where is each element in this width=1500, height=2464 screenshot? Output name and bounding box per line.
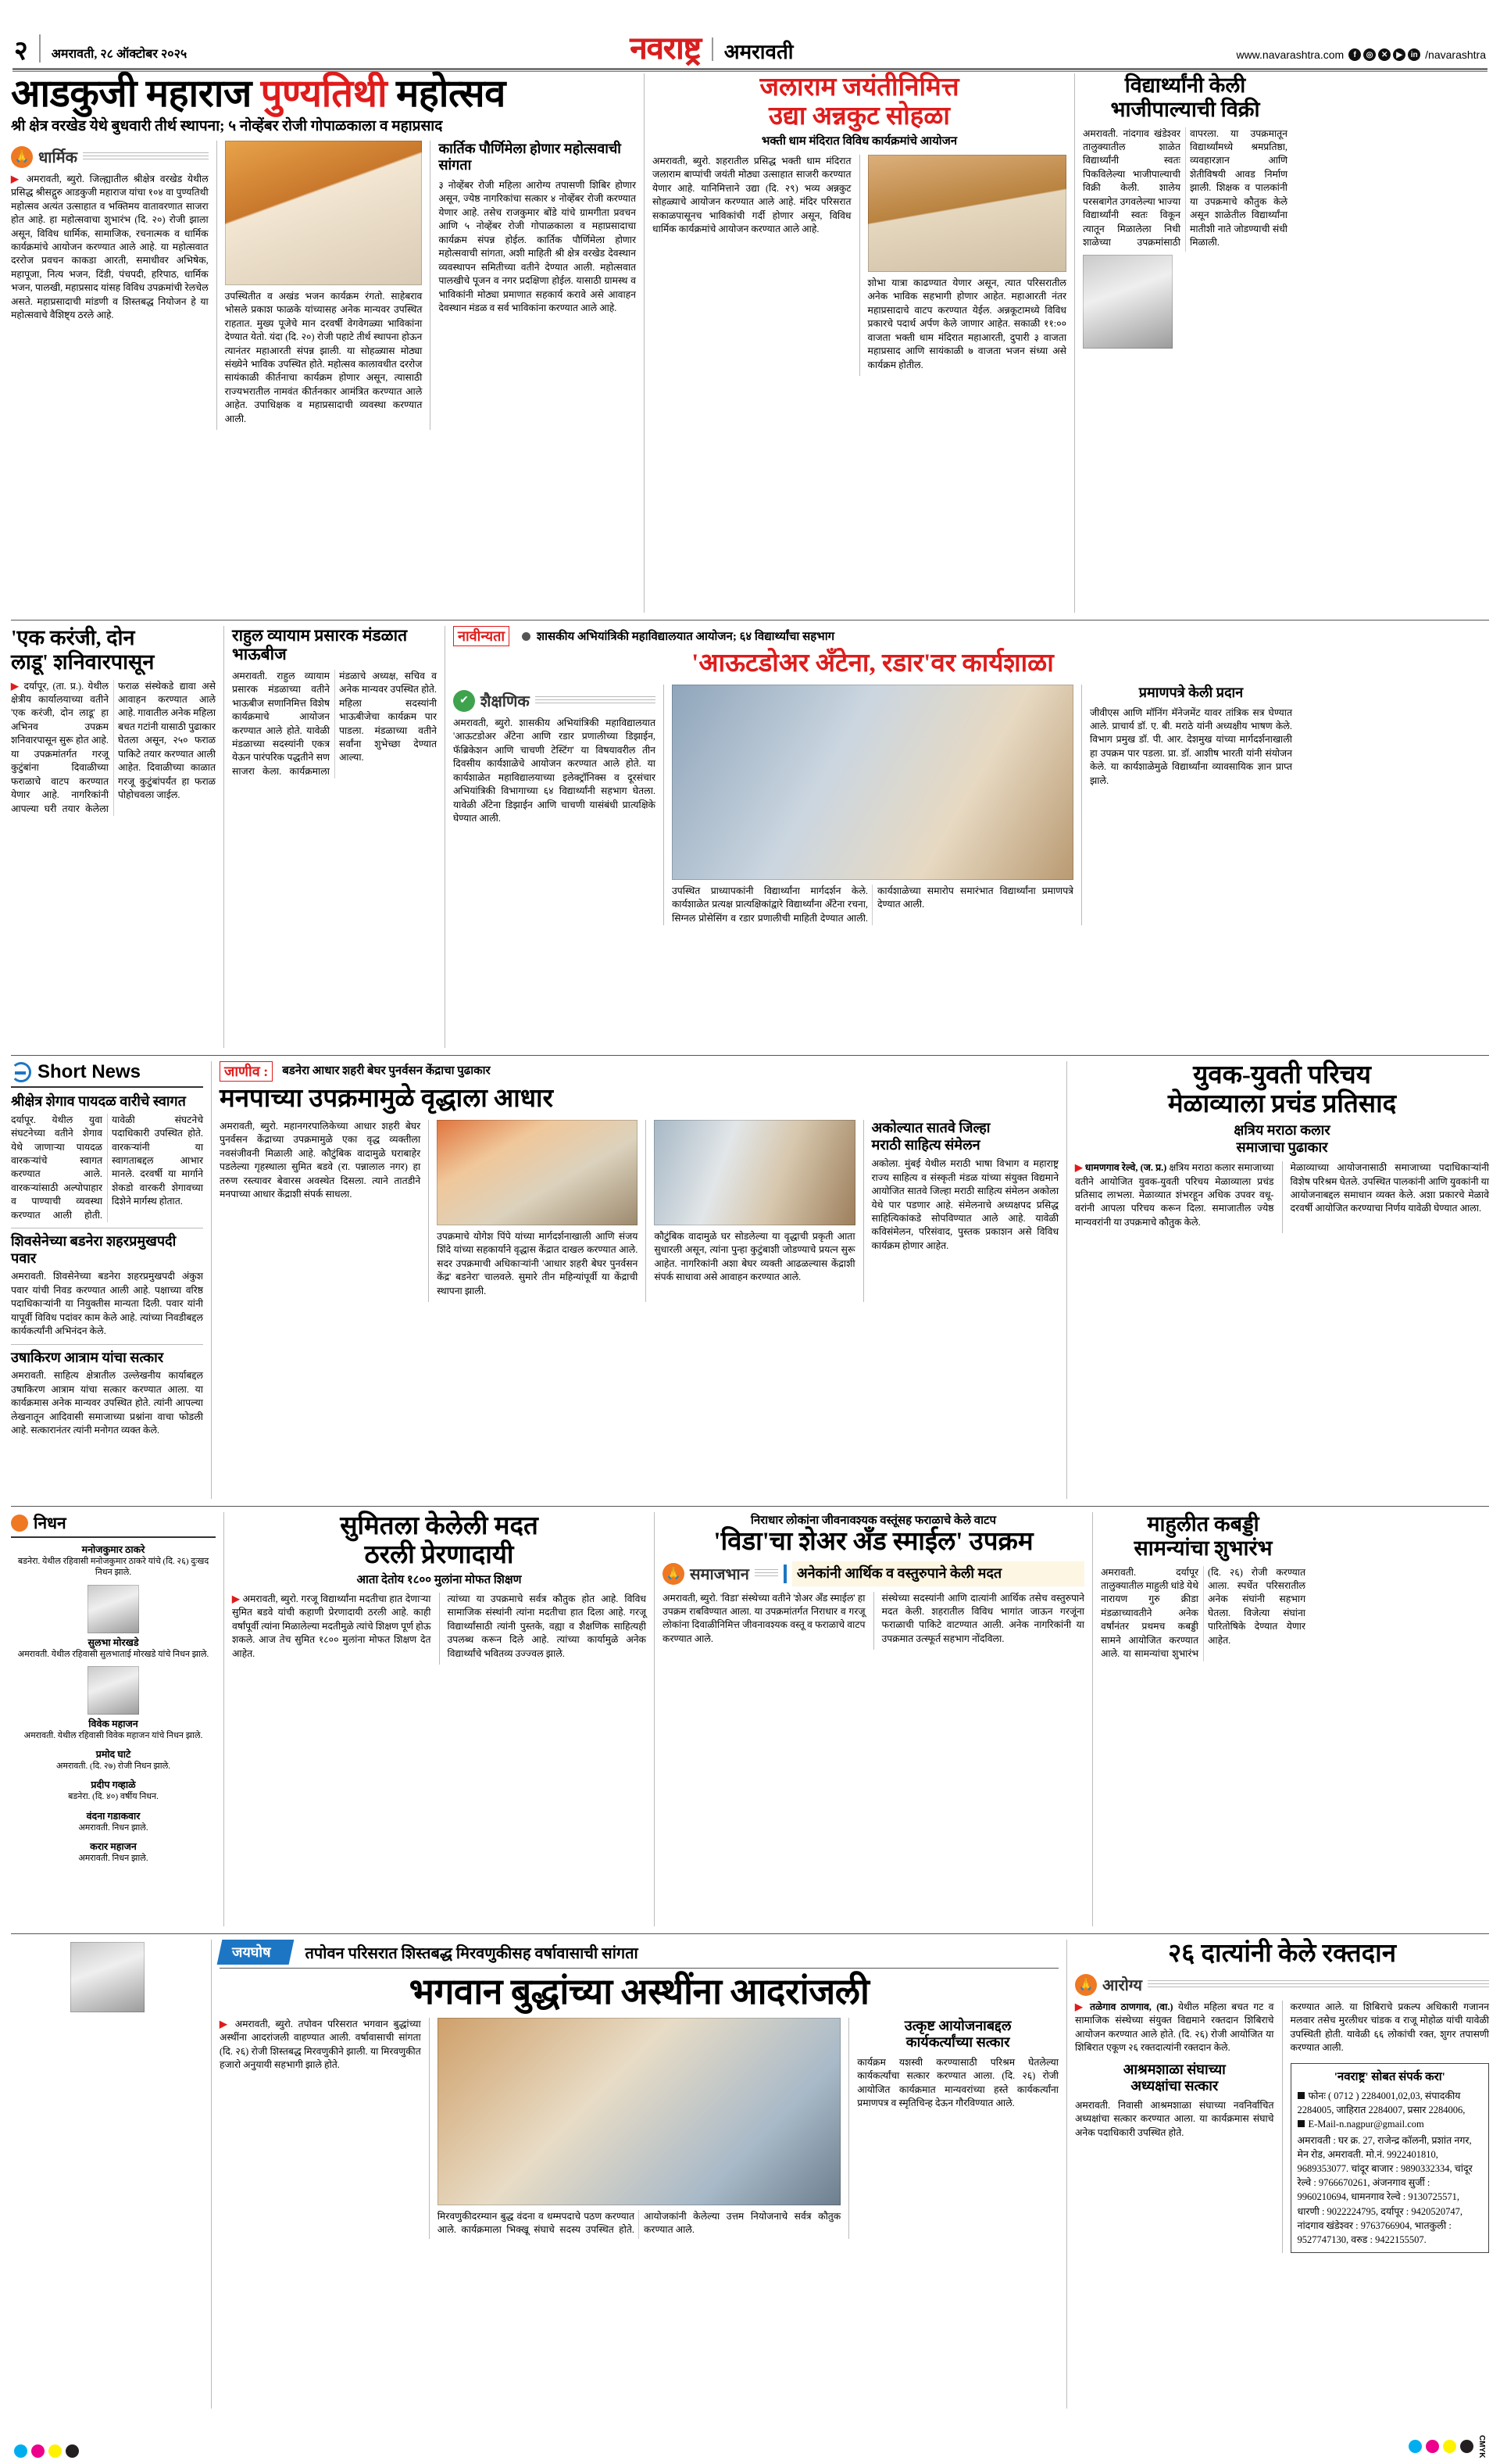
ashram-body bbox=[1075, 2099, 1274, 2140]
bullet-dot-icon bbox=[522, 632, 530, 641]
obituary-detail: अमरावती. निधन झाले. bbox=[78, 1822, 148, 1833]
fourth-section bbox=[11, 1512, 1489, 1926]
youth-meet-body-left: ▶ धामणगाव रेल्वे, (ज. प्र.) क्षत्रिय मराठा कलार समाजाच्या वतीने आयोजित युवक-युवती परिचय मेळाव्याला प्रचंड प्रतिसाद लाभला. मेळाव्यात शंभरहून अधिक उपवर वधू-वरांनी आपला परिचय करून दिला. समाजातील ज्येष्ठ मान्यवरांनी या उपक्रमाचे कौतुक केले. bbox=[1075, 1162, 1274, 1228]
karanji-headline-line2: लाडू' शनिवारपासून bbox=[11, 649, 155, 674]
contact-phone-text[interactable]: फोनः ( 0712 ) 2284001,02,03, संपादकीय 2284005, जाहिरात 2284007, प्रसार 2284006, bbox=[1297, 2090, 1466, 2115]
kabaddi-headline-line2: सामन्यांचा शुभारंभ bbox=[1134, 1536, 1273, 1560]
jalaram-body-col1 bbox=[652, 155, 852, 237]
youth-meet-body-right-text: मेळाव्याच्या आयोजनासाठी समाजाच्या पदाधिकाऱ्यांनी विशेष परिश्रम घेतले. उपस्थित पालकांनी आणि युवकांनी या आयोजनाबद्दल समाधान व्यक्त केले. अशा प्रकारचे मेळावे दरवर्षी आयोजित करण्याचा निर्णय यावेळी घेण्यात आला. bbox=[1290, 1162, 1489, 1214]
akola-body-text: अकोला. मुंबई येथील मराठी भाषा विभाग व महाराष्ट्र राज्य साहित्य व संस्कृती मंडळ यांच्या संयुक्त विद्यमाने आयोजित सातवे जिल्हा मराठी साहित्य संमेलन अकोला येथे पार पडणार आहे. संमेलनाचे अध्यक्षपद प्रसिद्ध साहित्यिकांकडे सोपविण्यात आले आहे. यावेळी कविसंमेलन, परिसंवाद, पुस्तक प्रकाशन असे विविध कार्यक्रम होणार आहेत. bbox=[871, 1158, 1059, 1251]
akola-body bbox=[872, 1157, 1059, 1253]
obituary-header bbox=[11, 1512, 216, 1538]
lead-body-col3 bbox=[438, 179, 636, 316]
karanji-body: ▶ दर्यापूर, (ता. प्र.). येथील क्षेत्रीय कार्यालयाच्या वतीने 'एक करंजी, दोन लाडू' हा अभिनव उपक्रम शनिवारपासून सुरू होत आहे. या उपक्रमांतर्गत गरजू कुटुंबांना दिवाळीच्या फराळाचे वाटप करण्यात येणार आहे. नागरिकांनी आपल्या घरी तयार केलेला फराळ संस्थेकडे द्यावा असे आवाहन करण्यात आले आहे. गावातील अनेक महिला बचत गटांनी यासाठी पुढाकार घेतला असून, २५० फराळ पाकिटे तयार करण्यात आली आहेत. दिवाळीच्या काळात गरजू कुटुंबांपर्यंत हा फराळ पोहोचवला जाईल. bbox=[11, 680, 216, 814]
elderly-body-mid-text: उपक्रमाचे योगेश पिंपे यांच्या मार्गदर्शनाखाली आणि संजय शिंदे यांच्या सहकार्याने वृद्धास केंद्रात दाखल करण्यात आले. सदर उपक्रमाची अधिकाऱ्यांनी 'आधार शहरी बेघर पुनर्वसन केंद्र' बडनेरा' चालवले. सुमारे तीन महिन्यांपूर्वी या केंद्राची स्थापना झाली. bbox=[437, 1230, 638, 1296]
vida-sub-tint: अनेकांनी आर्थिक व वस्तुरुपाने केली मदत bbox=[792, 1561, 1084, 1586]
akola-headline-line2: मराठी साहित्य संमेलन bbox=[871, 1136, 980, 1153]
category-label-social: समाजभान bbox=[690, 1566, 749, 1584]
column-separator bbox=[644, 73, 645, 613]
awareness-tag: जाणीव : bbox=[220, 1061, 273, 1082]
buddha-photo-procession bbox=[438, 2018, 841, 2205]
vida-headline: 'विडा'चा शेअर अँड स्माईल' उपक्रम bbox=[713, 1528, 1034, 1556]
obituary-name: प्रमोद घाटे bbox=[95, 1749, 131, 1761]
karanji-headline bbox=[11, 626, 216, 674]
youth-meet-byline: धामणगाव रेल्वे, (ज. प्र.) bbox=[1084, 1162, 1167, 1174]
ashram-subhead-line1: आश्रमशाळा संघाच्या bbox=[1123, 2061, 1226, 2077]
obituary-name: विवेक महाजन bbox=[88, 1718, 138, 1729]
jalaram-photo bbox=[868, 155, 1067, 272]
edition-name: अमरावती bbox=[723, 41, 794, 63]
vida-body-left bbox=[662, 1592, 866, 1647]
column-separator-6 bbox=[1066, 1061, 1067, 1499]
workshop-body-left bbox=[453, 717, 655, 826]
column-separator-3 bbox=[223, 626, 224, 1048]
bottom-section bbox=[11, 1940, 1489, 2409]
obituary-entry bbox=[11, 1666, 216, 1741]
obituary-name: करार महाजन bbox=[90, 1841, 137, 1853]
cmyk-marks-left bbox=[14, 2444, 79, 2458]
masthead-left bbox=[14, 34, 187, 64]
buddha-body-left-text: अमरावती, ब्युरो. तपोवन परिसरात भगवान बुद्धांच्या अस्थींना आदरांजली वाहण्यात आली. वर्षावासाची सांगता (दि. २६) रोजी शिस्तबद्ध मिरवणुकीने झाली. या मिरवणुकीत हजारो अनुयायी सहभागी झाले होते. bbox=[220, 2018, 421, 2071]
student-veg-photo bbox=[1083, 255, 1173, 349]
student-veg-story bbox=[1083, 73, 1288, 613]
black-dot-icon bbox=[66, 2444, 79, 2458]
youth-meet-subhead-line2: समाजाचा पुढाकार bbox=[1236, 1139, 1328, 1155]
lead-body-col1: ▶ अमरावती, ब्युरो. जिल्ह्यातील श्रीक्षेत्र वरखेड येथील प्रसिद्ध श्रीसद्गुरु आडकुजी महाराज यांचा १०४ वा पुण्यतिथी महोत्सव अत्यंत उत्साहात व भक्तिमय वातावरणात साजरा होत आहे. हा महोत्सवाचा शुभारंभ (दि. २०) रोजी झाला असून, विविध धार्मिक, सामाजिक, रचनात्मक व धार्मिक कार्यक्रमांचे आयोजन करण्यात आले आहे. या महोत्सवात दररोज प्रवचन काकडा आरती, समाधीवर अभिषेक, महापूजा, नित्य भजन, दिंडी, पंचपदी, हरिपाठ, धार्मिक भजन, पालखी, महाप्रसाद यांसह विविध उपक्रमांची रेलचेल असते. महाप्रसादाची मांडणी व शिस्तबद्ध नियोजन हे या महोत्सवाचे वैशिष्ट्य ठरले आहे. bbox=[11, 173, 209, 321]
masthead-right bbox=[1236, 48, 1486, 64]
youth-meet-headline-line2: मेळाव्याला प्रचंड प्रतिसाद bbox=[1167, 1089, 1397, 1118]
vida-body-right bbox=[882, 1592, 1085, 1647]
vida-kicker: निराधार लोकांना जीवनावश्यक वस्तूंसह फराळाचे केले वाटप bbox=[750, 1515, 997, 1527]
obituary-detail: अमरावती. येथील रहिवासी सुलभाताई मोरखडे यांचे निधन झाले. bbox=[17, 1649, 209, 1659]
sumit-story bbox=[232, 1512, 646, 1926]
sumit-headline-line1: सुमितला केलेली मदत bbox=[340, 1512, 538, 1540]
workshop-headline: 'आऊटडोअर अँटेना, रडार'वर कार्यशाळा bbox=[691, 649, 1054, 678]
blood-body-left: ▶ तळेगाव ठाणगाव, (वा.) येथील महिला बचत गट व सामाजिक संस्थेच्या संयुक्त विद्यमाने रक्तदान शिबिराचे आयोजन करण्यात आले होते. (दि. २६) रोजी आयोजित या शिबिरात एकूण २६ रक्तदात्यांनी रक्तदान केले. bbox=[1075, 2001, 1274, 2054]
workshop-body-mid bbox=[672, 885, 1073, 925]
category-health bbox=[1075, 1974, 1489, 1996]
category-religious bbox=[11, 146, 209, 168]
youtube-icon[interactable]: ▶ bbox=[1393, 48, 1405, 61]
decorative-lines-4 bbox=[1148, 1980, 1489, 1990]
contact-address-block: अमरावती : घर क्र. 27, राजेन्द्र कॉलनी, प्रशांत नगर, मेन रोड, अमरावती. मो.नं. 9922401810, 9689353077. चांदूर बाजार : 9890332334, चांदूर रेल्वे : 9766670261, अंजनगाव सुर्जी : 9960210694, धामनगाव रेल्वे : 9130725571, धारणी : 9022224795, दर्यापूर : 9420520747, नांदगाव खंडेश्वर : 9763766904, भातकुली : 9527747130, वरुड : 9422155507. bbox=[1297, 2134, 1473, 2245]
rahul-vyayam-story bbox=[232, 626, 437, 1048]
youth-meet-body-left-text: क्षत्रिय मराठा कलार समाजाच्या वतीने आयोजित युवक-युवती परिचय मेळाव्याला प्रचंड प्रतिसाद लाभला. मेळाव्यात शंभरहून अधिक उपवर वधू-वरांनी आपला परिचय करून दिला. समाजातील ज्येष्ठ मान्यवरांनी या उपक्रमाचे कौतुक केले. bbox=[1075, 1162, 1274, 1228]
elderly-photo-1 bbox=[437, 1120, 638, 1225]
short-news-header bbox=[11, 1061, 203, 1088]
cmyk-label: CMYK bbox=[1477, 2434, 1486, 2458]
akola-headline-line1: अकोल्यात सातवे जिल्हा bbox=[871, 1119, 991, 1135]
lead-headline-part1: आडकुजी महाराज bbox=[11, 72, 261, 115]
buddha-subhead-line2: कार्यकर्त्यांच्या सत्कार bbox=[905, 2034, 1010, 2051]
section-rule-4 bbox=[11, 1933, 1489, 1934]
x-twitter-icon[interactable]: ✕ bbox=[1378, 48, 1391, 61]
short-news-item-3 bbox=[11, 1350, 203, 1438]
masthead-brand-group bbox=[187, 30, 1236, 66]
youth-meet-subhead-line1: क्षत्रिय मराठा कलार bbox=[1234, 1121, 1330, 1138]
third-section bbox=[11, 1061, 1489, 1499]
category-label-edu: शैक्षणिक bbox=[480, 693, 530, 711]
magenta-dot-icon bbox=[31, 2444, 45, 2458]
obituary-detail: अमरावती. (दि. २७) रोजी निधन झाले. bbox=[55, 1761, 171, 1772]
elderly-body-left-text: अमरावती, ब्युरो. महानगरपालिकेच्या आधार शहरी बेघर पुनर्वसन केंद्राच्या उपक्रमामुळे एका वृद्ध व्यक्तीला नवसंजीवनी मिळाली आहे. कौटुंबिक वादामुळे घराबाहेर पडलेल्या गृहस्थाला सुमित बडवे (रा. पन्नालाल नगर) हा तरुण रस्त्यावर बेवारस अवस्थेत दिसला. त्याने तातडीने मनपाच्या आधार केंद्राशी संपर्क साधला. bbox=[220, 1120, 421, 1200]
second-section bbox=[11, 626, 1489, 1048]
sumit-body-left: ▶ अमरावती, ब्युरो. गरजू विद्यार्थ्यांना मदतीचा हात देणाऱ्या सुमित बडवे यांची कहाणी प्रेरणादायी ठरली आहे. काही वर्षांपूर्वी त्यांना मिळालेल्या मदतीमुळे त्यांचे शिक्षण पूर्ण होऊ शकले. आज तेच सुमित १८०० मुलांना मोफत शिक्षण देत आहेत. bbox=[232, 1593, 431, 1659]
obituary-column-bottom bbox=[11, 1940, 203, 2409]
blood-donation-headline: २६ दात्यांनी केले रक्तदान bbox=[1167, 1940, 1397, 1968]
lamp-icon bbox=[11, 1515, 28, 1532]
ashram-subhead bbox=[1075, 2062, 1274, 2095]
obituary-portrait bbox=[88, 1585, 139, 1633]
obituary-column bbox=[11, 1512, 216, 1926]
obituary-name: सुलभा मोरखडे bbox=[88, 1636, 139, 1648]
obituary-detail: बडनेरा. येथील रहिवासी मनोजकुमार ठाकरे यांचे (दि. २६) दुःखद निधन झाले. bbox=[17, 1557, 209, 1578]
jayghosh-tag bbox=[217, 1940, 294, 1965]
kabaddi-body bbox=[1101, 1566, 1305, 1661]
workshop-body-mid-text: उपस्थित प्राध्यापकांनी विद्यार्थ्यांना मार्गदर्शन केले. कार्यशाळेत प्रत्यक्ष प्रात्यक्षिकांद्वारे विद्यार्थ्यांना अँटेना रचना, सिग्नल प्रोसेसिंग व रडार प्रणालीची माहिती देण्यात आली. कार्यशाळेच्या समारोप समारंभात विद्यार्थ्यांना प्रमाणपत्रे देण्यात आली. bbox=[671, 885, 1073, 924]
short-news-body-3: अमरावती. साहित्य क्षेत्रातील उल्लेखनीय कार्याबद्दल उषाकिरण आत्राम यांचा सत्कार करण्यात आला. या कार्यक्रमास अनेक मान्यवर उपस्थित होते. त्यांनी आपल्या लेखनातून आदिवासी समाजाच्या प्रश्नांना वाचा फोडली आहे. सत्कारानंतर त्यांनी मनोगत व्यक्त केले. bbox=[11, 1370, 203, 1436]
workshop-subhead-right: प्रमाणपत्रे केली प्रदान bbox=[1138, 684, 1244, 700]
masthead bbox=[11, 8, 1489, 64]
decorative-lines bbox=[83, 152, 209, 162]
obituary-entry bbox=[11, 1840, 216, 1864]
elderly-body-mid bbox=[437, 1230, 638, 1298]
short-news-column bbox=[11, 1061, 203, 1499]
karanji-story bbox=[11, 626, 216, 1048]
ashram-subhead-line2: अध्यक्षांचा सत्कार bbox=[1130, 2078, 1219, 2094]
lead-caption: कार्तिक पौर्णिमेला होणार महोत्सवाची सांगता bbox=[438, 140, 621, 173]
brand-logo: नवराष्ट्र bbox=[630, 30, 701, 66]
rahul-vyayam-body-text: अमरावती. राहुल व्यायाम प्रसारक मंडळाच्या वतीने भाऊबीज सणानिमित्त विशेष कार्यक्रमाचे आयोजन करण्यात आले होते. यावेळी मंडळाच्या सदस्यांनी एकत्र येऊन पारंपरिक पद्धतीने सण साजरा केला. कार्यक्रमाला मंडळाचे अध्यक्ष, सचिव व अनेक मान्यवर उपस्थित होते. महिला सदस्यांनी भाऊबीजेचा कार्यक्रम पार पाडला. मंडळाच्या वतीने सर्वांना शुभेच्छा देण्यात आल्या. bbox=[232, 670, 437, 777]
student-veg-headline-line1: विद्यार्थ्यांनी केली bbox=[1124, 73, 1246, 97]
category-label-health: आरोग्य bbox=[1102, 1977, 1143, 1995]
buddha-body-sub-right-text: कार्यक्रम यशस्वी करण्यासाठी परिश्रम घेतलेल्या कार्यकर्त्यांचा सत्कार करण्यात आला. (दि. २६) रोजी आयोजित कार्यक्रमात मान्यवरांच्या हस्ते कार्यकर्त्यांना प्रमाणपत्र व स्मृतिचिन्ह देऊन गौरविण्यात आले. bbox=[857, 2056, 1059, 2109]
jalaram-headline-line1: जलाराम जयंतीनिमित्त bbox=[759, 73, 959, 102]
novelty-tag: नावीन्यता bbox=[453, 626, 509, 646]
buddha-story bbox=[220, 1940, 1059, 2409]
blood-byline: तळेगाव ठाणगाव, (वा.) bbox=[1090, 2001, 1173, 2012]
youth-meet-headline bbox=[1075, 1061, 1489, 1119]
workshop-kicker-row bbox=[453, 626, 1292, 646]
obituary-detail: बडनेरा. (दि. ४०) वर्षीय निधन. bbox=[68, 1792, 159, 1802]
lead-story bbox=[11, 73, 636, 613]
namaste-icon bbox=[11, 146, 33, 168]
category-label: धार्मिक bbox=[38, 149, 77, 167]
facebook-icon[interactable]: f bbox=[1348, 48, 1361, 61]
column-separator-2 bbox=[1074, 73, 1075, 613]
social-icons bbox=[1348, 48, 1420, 61]
magenta-dot-icon-2 bbox=[1426, 2440, 1439, 2453]
short-news-headline-1: श्रीक्षेत्र शेगाव पायदळ वारीचे स्वागत bbox=[11, 1093, 186, 1109]
lead-headline-highlight: पुण्यतिथी bbox=[260, 72, 388, 115]
jalaram-headline-line2: उद्या अन्नकुट सोहळा bbox=[769, 102, 950, 131]
workshop-kicker: शासकीय अभियांत्रिकी महाविद्यालयात आयोजन; ६४ विद्यार्थ्यांचा सहभाग bbox=[537, 631, 835, 643]
sumit-headline-line2: ठरली प्रेरणादायी bbox=[364, 1540, 514, 1569]
lead-body-col1-text: अमरावती, ब्युरो. जिल्ह्यातील श्रीक्षेत्र वरखेड येथील प्रसिद्ध श्रीसद्गुरु आडकुजी महाराज यांचा १०४ वा पुण्यतिथी महोत्सव अत्यंत उत्साहात व भक्तिमय वातावरणात साजरा होत आहे. हा महोत्सवाचा शुभारंभ (दि. २०) रोजी झाला असून, विविध धार्मिक, सामाजिक, रचनात्मक व धार्मिक कार्यक्रमांचे आयोजन करण्यात आले आहे. या महोत्सवात दररोज प्रवचन काकडा आरती, समाधीवर अभिषेक, महापूजा, नित्य भजन, दिंडी, पंचपदी, हरिपाठ, धार्मिक भजन, पालखी, महाप्रसाद यांसह विविध उपक्रमांची रेलचेल असते. महाप्रसादाची मांडणी व शिस्तबद्ध नियोजन हे या महोत्सवाचे वैशिष्ट्य ठरले आहे. bbox=[11, 173, 209, 321]
jalaram-headline bbox=[652, 73, 1066, 131]
decorative-lines-3 bbox=[755, 1569, 778, 1579]
rahul-vyayam-body bbox=[232, 670, 437, 779]
jalaram-body-col1-text: अमरावती, ब्युरो. शहरातील प्रसिद्ध भक्ती धाम मंदिरात जलाराम बाप्पांची जयंती मोठ्या उत्साहात साजरी करण्यात येणार आहे. यानिमित्ताने उद्या (दि. २९) भव्य अन्नकुट सोहळ्याचे आयोजन करण्यात आले आहे. मंदिर परिसरात सकाळपासूनच भाविकांची गर्दी होणार असून, विविध धार्मिक कार्यक्रमांचे आयोजन करण्यात आले आहे. bbox=[652, 155, 852, 235]
sumit-body-left-text: अमरावती, ब्युरो. गरजू विद्यार्थ्यांना मदतीचा हात देणाऱ्या सुमित बडवे यांची कहाणी प्रेरणादायी ठरली आहे. काही वर्षांपूर्वी त्यांना मिळालेल्या मदतीमुळे त्यांचे शिक्षण पूर्ण होऊ शकले. आज तेच सुमित १८०० मुलांना मोफत शिक्षण देत आहेत. bbox=[232, 1593, 431, 1659]
ashram-body-text: अमरावती. निवासी आश्रमशाळा संघाच्या नवनिर्वाचित अध्यक्षांचा सत्कार करण्यात आला. या कार्यक्रमास संघाचे अनेक पदाधिकारी उपस्थित होते. bbox=[1075, 2099, 1274, 2138]
category-educational bbox=[453, 690, 655, 712]
lead-photo-saint bbox=[225, 141, 423, 285]
namaste-icon-2: 🙏 bbox=[662, 1563, 684, 1585]
obituary-title: निधन bbox=[34, 1514, 66, 1532]
elderly-headline: मनपाच्या उपक्रमामुळे वृद्धाला आधार bbox=[220, 1085, 554, 1113]
buddha-headline: भगवान बुद्धांच्या अस्थींना आदरांजली bbox=[409, 1972, 870, 2012]
youth-meet-story bbox=[1075, 1061, 1489, 1499]
sumit-body-right-text: त्यांच्या या उपक्रमाचे सर्वत्र कौतुक होत आहे. विविध सामाजिक संस्थांनी त्यांना मदतीचा हात दिला आहे. गरजू विद्यार्थ्यांसाठी त्यांनी पुस्तके, वह्या व शैक्षणिक साहित्यही उपलब्ध करून दिले आहे. त्यांच्या कार्यामुळे अनेक विद्यार्थ्यांचे भवितव्य उज्ज्वल झाले. bbox=[447, 1593, 646, 1659]
youth-meet-subhead bbox=[1075, 1122, 1489, 1156]
blood-donation-story bbox=[1075, 1940, 1489, 2409]
contact-phone-line bbox=[1298, 2089, 1483, 2117]
obituary-entry bbox=[11, 1585, 216, 1660]
blood-body-right bbox=[1291, 2001, 1490, 2055]
column-separator-7 bbox=[223, 1512, 224, 1926]
vida-category-row bbox=[662, 1561, 1084, 1586]
short-news-title: Short News bbox=[38, 1061, 141, 1082]
elderly-body-right-text: कौटुंबिक वादामुळे घर सोडलेल्या या वृद्धाची प्रकृती आता सुधारली असून, त्यांना पुन्हा कुटुंबाशी जोडण्याचे प्रयत्न सुरू आहेत. नागरिकांनी अशा बेघर व्यक्ती आढळल्यास केंद्राशी संपर्क साधावा असे आवाहन करण्यात आले. bbox=[654, 1230, 855, 1283]
buddha-kicker: तपोवन परिसरात शिस्तबद्ध मिरवणुकीसह वर्षावासाची सांगता bbox=[305, 1944, 638, 1962]
youth-meet-body-right bbox=[1291, 1161, 1490, 1216]
yellow-dot-icon bbox=[48, 2444, 62, 2458]
obituary-name: मनोजकुमार ठाकरे bbox=[81, 1544, 145, 1555]
buddha-banner bbox=[220, 1940, 1059, 1969]
top-section bbox=[11, 73, 1489, 613]
vida-body-right-text: संस्थेच्या सदस्यांनी आणि दात्यांनी आर्थिक तसेच वस्तुरुपाने मदत केली. शहरातील विविध भागांत जाऊन गरजूंना फराळाची पाकिटे वाटण्यात आली. अनेक नागरिकांनी या उपक्रमात उत्स्फूर्त सहभाग नोंदविला. bbox=[881, 1592, 1084, 1644]
short-news-headline-3: उषाकिरण आत्राम यांचा सत्कार bbox=[11, 1349, 164, 1365]
student-veg-headline-line2: भाजीपाल्याची विक्री bbox=[1110, 97, 1260, 121]
obituary-name: वंदना गडाकवार bbox=[86, 1810, 141, 1822]
obituary-entry bbox=[11, 1809, 216, 1833]
buddha-body-left: ▶ अमरावती, ब्युरो. तपोवन परिसरात भगवान बुद्धांच्या अस्थींना आदरांजली वाहण्यात आली. वर्षावासाची सांगता (दि. २६) रोजी शिस्तबद्ध मिरवणुकीने झाली. या मिरवणुकीत हजारो अनुयायी सहभागी झाले होते. bbox=[220, 2018, 421, 2071]
obituary-entry bbox=[11, 1747, 216, 1772]
kabaddi-headline bbox=[1101, 1512, 1305, 1561]
elderly-support-story bbox=[220, 1061, 1059, 1499]
buddha-body-right-text: मिरवणुकीदरम्यान बुद्ध वंदना व धम्मपदाचे पठण करण्यात आले. कार्यक्रमाला भिक्खू संघाचे सदस्य उपस्थित होते. आयोजकांनी केलेल्या उत्तम नियोजनाचे सर्वत्र कौतुक करण्यात आले. bbox=[437, 2210, 841, 2236]
short-news-body-1: दर्यापूर. येथील युवा संघटनेच्या वतीने शेगाव येथे जाणाऱ्या पायदळ वारकऱ्यांचे स्वागत करण्यात आले. वारकऱ्यांसाठी अल्पोपाहार व पाण्याची व्यवस्था करण्यात आली होती. यावेळी संघटनेचे पदाधिकारी उपस्थित होते. वारकऱ्यांनी या स्वागताबद्दल आभार मानले. दरवर्षी या मार्गाने शेकडो वारकरी शेगावच्या दिशेने मार्गस्थ होतात. bbox=[11, 1114, 203, 1221]
obituary-portrait bbox=[70, 1942, 145, 2012]
instagram-icon[interactable]: ◎ bbox=[1363, 48, 1376, 61]
bullet-square-icon bbox=[1298, 2092, 1305, 2099]
workshop-body-right-text: जीवीएस आणि मॉनिंग मॅनेजमेंट यावर तांत्रिक सत्र घेण्यात आले. प्राचार्य डॉ. ए. बी. मराठे यांनी अध्यक्षीय भाषण केले. विभाग प्रमुख डॉ. पी. आर. देशमुख यांच्या मार्गदर्शनाखाली हा उपक्रम पार पडला. प्रा. डॉ. आशीष भारती यांनी संयोजन केले. या कार्यशाळेमुळे विद्यार्थ्यांना व्यावसायिक ज्ञान प्राप्त झाले. bbox=[1090, 706, 1292, 786]
elderly-kicker: बडनेरा आधार शहरी बेघर पुनर्वसन केंद्राचा पुढाकार bbox=[282, 1064, 491, 1078]
buddha-subhead-right bbox=[857, 2018, 1059, 2051]
obituary-list bbox=[11, 1543, 216, 1864]
blood-body-left-text: येथील महिला बचत गट व सामाजिक संस्थेच्या संयुक्त विद्यमाने रक्तदान शिबिराचे आयोजन करण्यात आले होते. (दि. २६) रोजी आयोजित या शिबिरात एकूण २६ रक्तदात्यांनी रक्तदान केले. bbox=[1075, 2001, 1274, 2054]
workshop-photo-group bbox=[672, 685, 1073, 880]
kabaddi-headline-line1: माहुलीत कबड्डी bbox=[1147, 1512, 1259, 1536]
elderly-photo-2 bbox=[654, 1120, 855, 1225]
column-separator-10 bbox=[211, 1940, 212, 2409]
page-number: २ bbox=[14, 36, 28, 66]
obituary-detail: अमरावती. निधन झाले. bbox=[78, 1854, 148, 1864]
jalaram-body-col2-text: शोभा यात्रा काढण्यात येणार असून, त्यात परिसरातील अनेक भाविक सहभागी होणार आहेत. महाआरती नंतर महाप्रसादाचे वाटप करण्यात येईल. अन्नकूटामध्ये विविध प्रकारचे पदार्थ अर्पण केले जाणार आहेत. सकाळी ११:०० वाजता भक्ती धाम मंदिरात महाआरती, दुपारी ३ वाजता महाप्रसाद आणि सायंकाळी ७ वाजता भजन संध्या असे कार्यक्रम होतील. bbox=[867, 277, 1066, 370]
cmyk-marks-right bbox=[1409, 2435, 1486, 2458]
kabaddi-body-text: अमरावती. दर्यापूर तालुक्यातील माहुली धांडे येथे नारायण गुरु क्रीडा मंडळाच्यावतीने अनेक वर्षांनंतर प्रथमच कबड्डी सामने आयोजित करण्यात आले. या सामन्यांचा शुभारंभ (दि. २६) रोजी करण्यात आला. स्पर्धेत परिसरातील अनेक संघांनी सहभाग घेतला. विजेत्या संघांना पारितोषिके देण्यात येणार आहेत. bbox=[1101, 1566, 1305, 1660]
student-veg-headline bbox=[1083, 73, 1288, 122]
sumit-body-right bbox=[448, 1593, 647, 1661]
website-url[interactable]: www.navarashtra.com bbox=[1236, 48, 1345, 61]
lead-body-col2 bbox=[225, 290, 423, 427]
short-news-body-2: अमरावती. शिवसेनेच्या बडनेरा शहरप्रमुखपदी अंकुश पवार यांची निवड करण्यात आली आहे. पक्षाच्या वरिष्ठ पदाधिकाऱ्यांनी या नियुक्तीस मान्यता दिली. पवार यांनी यापूर्वी विविध पदांवर काम केले आहे. त्यांच्या निवडीबद्दल कार्यकर्त्यांनी अभिनंदन केले. bbox=[11, 1271, 203, 1337]
short-news-item-2 bbox=[11, 1233, 203, 1338]
buddha-body-sub-right bbox=[857, 2056, 1059, 2111]
vida-story bbox=[662, 1512, 1084, 1926]
short-news-headline-2: शिवसेनेच्या बडनेरा शहरप्रमुखपदी पवार bbox=[11, 1233, 177, 1266]
elderly-body-right bbox=[654, 1230, 855, 1285]
lead-headline bbox=[11, 73, 636, 114]
column-separator-8 bbox=[654, 1512, 655, 1926]
karanji-body-text: दर्यापूर, (ता. प्र.). येथील क्षेत्रीय कार्यालयाच्या वतीने 'एक करंजी, दोन लाडू' हा अभिनव उपक्रम शनिवारपासून सुरू होत आहे. या उपक्रमांतर्गत गरजू कुटुंबांना दिवाळीच्या फराळाचे वाटप करण्यात येणार आहे. नागरिकांनी आपल्या घरी तयार केलेला फराळ संस्थेकडे द्यावा असे आवाहन करण्यात आले आहे. गावातील अनेक महिला बचत गटांनी यासाठी पुढाकार घेतला असून, २५० फराळ पाकिटे तयार करण्यात आली आहेत. दिवाळीच्या काळात गरजू कुटुंबांपर्यंत हा फराळ पोहोचवला जाईल. bbox=[11, 680, 216, 814]
contact-email-line bbox=[1298, 2117, 1483, 2131]
section-rule-2 bbox=[11, 1055, 1489, 1056]
column-separator-5 bbox=[211, 1061, 212, 1499]
obituary-portrait bbox=[88, 1666, 139, 1715]
short-news-divider-2 bbox=[11, 1344, 203, 1345]
obituary-name: प्रदीप गव्हाळे bbox=[91, 1779, 136, 1791]
brand-divider bbox=[712, 38, 713, 61]
jalaram-body-col2 bbox=[868, 277, 1067, 372]
sumit-subhead: आता देतोय १८०० मुलांना मोफत शिक्षण bbox=[356, 1573, 522, 1586]
section-rule-3 bbox=[11, 1506, 1489, 1507]
blood-body-right-text: करण्यात आले. या शिबिराचे प्रकल्प अधिकारी गजानन मलवार तसेच मुरलीधर चांडक व राजू मोहोळ यांची यावेळी उपस्थिती होती. यावेळी ६६ लोकांची रक्त, शुगर तपासणी करण्यात आली. bbox=[1290, 2001, 1489, 2054]
masthead-divider bbox=[39, 34, 41, 63]
vida-body-left-text: अमरावती, ब्युरो. 'विडा' संस्थेच्या वतीने 'शेअर अँड स्माईल' हा उपक्रम राबविण्यात आला. या उपक्रमांतर्गत निराधार व गरजू लोकांना दिवाळीनिमित्त जीवनावश्यक वस्तू व फराळाचे वाटप करण्यात आले. bbox=[662, 1592, 866, 1644]
youth-meet-headline-line1: युवक-युवती परिचय bbox=[1193, 1061, 1371, 1089]
jayghosh-tag-label: जयघोष bbox=[232, 1944, 271, 1960]
obituary-entry bbox=[11, 1778, 216, 1802]
health-icon bbox=[1075, 1974, 1097, 1996]
dateline: अमरावती, २८ ऑक्टोबर २०२५ bbox=[51, 48, 188, 61]
workshop-body-left-text: अमरावती, ब्युरो. शासकीय अभियांत्रिकी महाविद्यालयात 'आऊटडोअर अँटेना आणि रडार प्रणालीच्या डिझाईन, फॅब्रिकेशन आणि चाचणी टेस्टिंग' या विषयावरील तीन दिवसीय कार्यशाळेचे आयोजन करण्यात आले होते. या कार्यशाळेत महाविद्यालयाच्या इलेक्ट्रॉनिक्स व दूरसंचार अभियांत्रिकी विभागाच्या ६४ विद्यार्थ्यांनी सहभाग घेतला. यावेळी अँटेना डिझाईन आणि चाचणी यासंबंधी प्रात्यक्षिके घेण्यात आली. bbox=[453, 717, 655, 824]
decorative-lines-2 bbox=[535, 696, 655, 706]
lead-subhead: श्री क्षेत्र वरखेड येथे बुधवारी तीर्थ स्थापना; ५ नोव्हेंबर रोजी गोपाळकाला व महाप्रसाद bbox=[11, 117, 443, 134]
lead-body-col3-text: ३ नोव्हेंबर रोजी महिला आरोग्य तपासणी शिबिर होणार असून, ज्येष्ठ नागरिकांचा सत्कार ४ नोव्हेंबर रोजी करण्यात येणार आहे. तसेच राजकुमार बोंडे यांचे ग्रामगीता प्रवचन आणि ५ नोव्हेंबर रोजी गोपाळकाला व महाप्रसादाचा कार्यक्रम संपन्न होईल. कार्तिक पौर्णिमेला होणार महोत्सवाची सांगता, अशी माहिती श्री क्षेत्र वरखेड देवस्थान व्यवस्थापन समितीच्या वतीने देण्यात आली. महोत्सवात पालखीचे पूजन व नगर प्रदक्षिणा होईल. यासाठी ग्रामस्थ व भाविकांनी मोठ्या प्रमाणात सहकार्य करावे असे आवाहन देवस्थान मंडळ व सर्व भाविकांना करण्यात आले आहे. bbox=[438, 179, 637, 313]
column-separator-11 bbox=[1066, 1940, 1067, 2409]
yellow-dot-icon-2 bbox=[1443, 2440, 1456, 2453]
jalaram-subhead: भक्ती धाम मंदिरात विविध कार्यक्रमांचे आयोजन bbox=[761, 134, 958, 148]
bullet-square-icon-2 bbox=[1298, 2120, 1305, 2127]
arrow-circle-icon bbox=[11, 1062, 31, 1082]
social-handle[interactable]: /navarashtra bbox=[1425, 48, 1486, 61]
student-veg-body bbox=[1083, 127, 1288, 252]
elderly-kicker-row bbox=[220, 1061, 1059, 1082]
rahul-vyayam-headline: राहुल व्यायाम प्रसारक मंडळात भाऊबीज bbox=[232, 626, 408, 664]
buddha-body-right bbox=[438, 2210, 841, 2239]
workshop-story bbox=[453, 626, 1292, 1048]
karanji-headline-line1: 'एक करंजी, दोन bbox=[11, 626, 135, 649]
cyan-dot-icon bbox=[14, 2444, 27, 2458]
check-badge-icon bbox=[453, 690, 475, 712]
contact-title: 'नवराष्ट्र' सोबत संपर्क करा' bbox=[1334, 2070, 1445, 2083]
column-separator-9 bbox=[1092, 1512, 1093, 1926]
buddha-subhead-line1: उत्कृष्ट आयोजनाबद्दल bbox=[904, 2017, 1012, 2033]
kabaddi-story bbox=[1101, 1512, 1305, 1926]
sumit-headline bbox=[232, 1512, 646, 1570]
short-news-item-1 bbox=[11, 1093, 203, 1222]
obituary-entry bbox=[11, 1942, 203, 2012]
contact-email-text[interactable]: E-Mail-n.nagpur@gmail.com bbox=[1308, 2118, 1424, 2130]
obituary-detail: अमरावती. येथील रहिवासी विवेक महाजन यांचे निधन झाले. bbox=[23, 1730, 203, 1740]
jalaram-story bbox=[652, 73, 1066, 613]
elderly-body-left bbox=[220, 1120, 420, 1202]
workshop-body-right bbox=[1090, 706, 1292, 789]
lead-headline-part2: महोत्सव bbox=[387, 72, 505, 115]
linkedin-icon[interactable]: in bbox=[1408, 48, 1420, 61]
cyan-dot-icon-2 bbox=[1409, 2440, 1422, 2453]
student-veg-body-text: अमरावती. नांदगाव खंडेश्वर तालुक्यातील शाळेत विद्यार्थ्यांनी स्वतः पिकविलेल्या भाजीपाल्याची विक्री केली. शालेय परसबागेत उगवलेल्या भाज्या विद्यार्थ्यांनी स्वतः विकून त्यातून मिळालेला निधी शाळेच्या उपक्रमांसाठी वापरला. या उपक्रमातून विद्यार्थ्यांमध्ये श्रमप्रतिष्ठा, व्यवहारज्ञान आणि शेतीविषयी आवड निर्माण झाली. शिक्षक व पालकांनी या उपक्रमाचे कौतुक केले असून शाळेतील विद्यार्थ्यांना मातीशी नाते जोडण्याची संधी मिळाली. bbox=[1083, 127, 1288, 249]
akola-headline bbox=[872, 1120, 1059, 1153]
black-dot-icon-2 bbox=[1460, 2440, 1473, 2453]
lead-body-col2-text: उपस्थितीत व अखंड भजन कार्यक्रम रंगतो. साहेबराव भोसले प्रकाश फाळके यांच्यासह अनेक मान्यवर उपस्थित राहतात. मुख्य पूजेचे मान दरवर्षी वेगवेगळ्या भाविकांना देण्यात येतो. यंदा (दि. २०) रोजी पहाटे तीर्थ स्थापना होऊन त्यानंतर महाआरती संपन्न झाली. या सोहळ्यास मोठ्या संख्येने भाविक उपस्थित होते. महोत्सव कालावधीत दररोज सायंकाळी कीर्तनाचा कार्यक्रम होणार असून, त्यासाठी राज्यभरातील नामवंत कीर्तनकार आमंत्रित करण्यात आले आहेत. उपाधिक्षक व महाप्रसादाची व्यवस्था करण्यात आली. bbox=[224, 290, 423, 424]
contact-box bbox=[1291, 2063, 1490, 2253]
obituary-entry bbox=[11, 1543, 216, 1579]
